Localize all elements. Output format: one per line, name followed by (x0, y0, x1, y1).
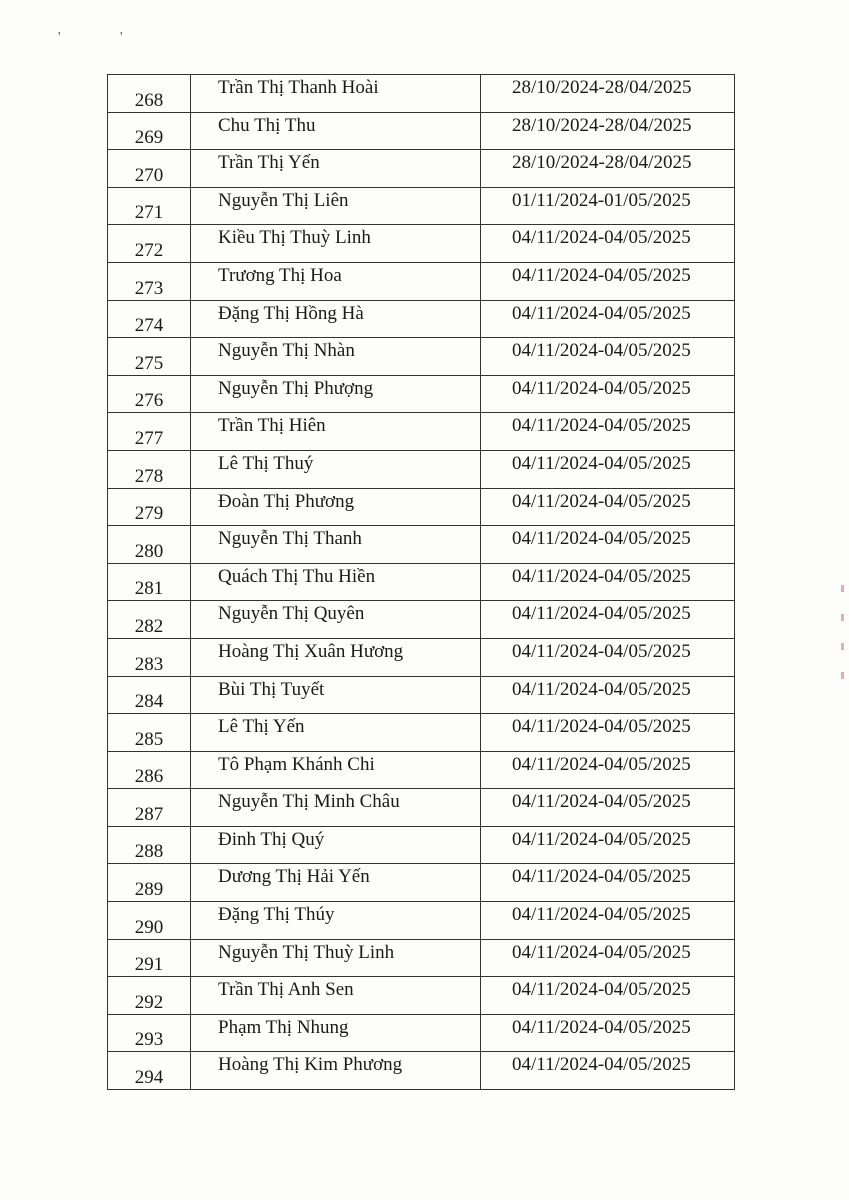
row-period-cell: 04/11/2024-04/05/2025 (481, 638, 735, 676)
row-number-cell: 280 (108, 526, 191, 564)
row-name-cell: Nguyễn Thị Liên (191, 187, 481, 225)
row-period-cell: 04/11/2024-04/05/2025 (481, 826, 735, 864)
row-period-cell: 04/11/2024-04/05/2025 (481, 977, 735, 1015)
table-row (108, 638, 735, 676)
table-row (108, 751, 735, 789)
row-number-cell: 292 (108, 977, 191, 1015)
table-row (108, 563, 735, 601)
table-row (108, 826, 735, 864)
row-number-cell: 288 (108, 826, 191, 864)
table-row (108, 1014, 735, 1052)
row-name-cell: Tô Phạm Khánh Chi (191, 751, 481, 789)
row-period-cell: 04/11/2024-04/05/2025 (481, 601, 735, 639)
row-period-cell: 04/11/2024-04/05/2025 (481, 413, 735, 451)
row-period-cell: 28/10/2024-28/04/2025 (481, 75, 735, 113)
row-number-cell: 284 (108, 676, 191, 714)
row-name-cell: Lê Thị Yến (191, 714, 481, 752)
row-number-cell: 290 (108, 902, 191, 940)
row-number-cell: 274 (108, 300, 191, 338)
row-number-cell: 277 (108, 413, 191, 451)
table-row (108, 262, 735, 300)
table-row (108, 75, 735, 113)
row-number-cell: 287 (108, 789, 191, 827)
row-period-cell: 28/10/2024-28/04/2025 (481, 112, 735, 150)
row-period-cell: 04/11/2024-04/05/2025 (481, 789, 735, 827)
row-period-cell: 04/11/2024-04/05/2025 (481, 300, 735, 338)
row-name-cell: Trần Thị Hiên (191, 413, 481, 451)
row-name-cell: Trương Thị Hoa (191, 262, 481, 300)
table-row (108, 150, 735, 188)
table-row (108, 526, 735, 564)
table-row (108, 225, 735, 263)
row-number-cell: 271 (108, 187, 191, 225)
table-row (108, 338, 735, 376)
table-row (108, 789, 735, 827)
row-period-cell: 04/11/2024-04/05/2025 (481, 1014, 735, 1052)
table-row (108, 714, 735, 752)
row-number-cell: 283 (108, 638, 191, 676)
row-name-cell: Trần Thị Anh Sen (191, 977, 481, 1015)
row-period-cell: 04/11/2024-04/05/2025 (481, 450, 735, 488)
row-number-cell: 282 (108, 601, 191, 639)
row-period-cell: 04/11/2024-04/05/2025 (481, 262, 735, 300)
row-name-cell: Nguyễn Thị Thuỳ Linh (191, 939, 481, 977)
table-row (108, 939, 735, 977)
row-name-cell: Quách Thị Thu Hiền (191, 563, 481, 601)
roster-table-body (108, 75, 735, 1090)
table-row (108, 977, 735, 1015)
table-row (108, 1052, 735, 1090)
table-row (108, 112, 735, 150)
row-name-cell: Nguyễn Thị Nhàn (191, 338, 481, 376)
row-period-cell: 04/11/2024-04/05/2025 (481, 338, 735, 376)
row-name-cell: Đinh Thị Quý (191, 826, 481, 864)
row-number-cell: 293 (108, 1014, 191, 1052)
row-name-cell: Lê Thị Thuý (191, 450, 481, 488)
row-name-cell: Nguyễn Thị Phượng (191, 375, 481, 413)
table-row (108, 864, 735, 902)
scan-marks: ' ' (58, 30, 151, 45)
row-period-cell: 04/11/2024-04/05/2025 (481, 375, 735, 413)
row-name-cell: Đặng Thị Hồng Hà (191, 300, 481, 338)
table-row (108, 450, 735, 488)
row-number-cell: 272 (108, 225, 191, 263)
row-number-cell: 278 (108, 450, 191, 488)
row-name-cell: Trần Thị Thanh Hoài (191, 75, 481, 113)
row-name-cell: Bùi Thị Tuyết (191, 676, 481, 714)
row-number-cell: 275 (108, 338, 191, 376)
row-name-cell: Chu Thị Thu (191, 112, 481, 150)
row-period-cell: 04/11/2024-04/05/2025 (481, 676, 735, 714)
row-period-cell: 04/11/2024-04/05/2025 (481, 526, 735, 564)
row-period-cell: 04/11/2024-04/05/2025 (481, 714, 735, 752)
row-number-cell: 273 (108, 262, 191, 300)
row-period-cell: 04/11/2024-04/05/2025 (481, 902, 735, 940)
row-period-cell: 04/11/2024-04/05/2025 (481, 1052, 735, 1090)
row-period-cell: 01/11/2024-01/05/2025 (481, 187, 735, 225)
row-period-cell: 04/11/2024-04/05/2025 (481, 939, 735, 977)
row-number-cell: 268 (108, 75, 191, 113)
row-period-cell: 04/11/2024-04/05/2025 (481, 864, 735, 902)
row-number-cell: 294 (108, 1052, 191, 1090)
table-row (108, 375, 735, 413)
row-number-cell: 270 (108, 150, 191, 188)
row-number-cell: 269 (108, 112, 191, 150)
table-row (108, 488, 735, 526)
row-name-cell: Trần Thị Yến (191, 150, 481, 188)
table-row (108, 601, 735, 639)
row-period-cell: 28/10/2024-28/04/2025 (481, 150, 735, 188)
row-name-cell: Đặng Thị Thúy (191, 902, 481, 940)
row-period-cell: 04/11/2024-04/05/2025 (481, 225, 735, 263)
table-row (108, 413, 735, 451)
row-name-cell: Nguyễn Thị Minh Châu (191, 789, 481, 827)
row-name-cell: Nguyễn Thị Thanh (191, 526, 481, 564)
table-row (108, 187, 735, 225)
row-period-cell: 04/11/2024-04/05/2025 (481, 488, 735, 526)
row-number-cell: 279 (108, 488, 191, 526)
row-period-cell: 04/11/2024-04/05/2025 (481, 751, 735, 789)
row-period-cell: 04/11/2024-04/05/2025 (481, 563, 735, 601)
row-name-cell: Hoàng Thị Xuân Hương (191, 638, 481, 676)
row-name-cell: Dương Thị Hải Yến (191, 864, 481, 902)
row-number-cell: 291 (108, 939, 191, 977)
row-name-cell: Đoàn Thị Phương (191, 488, 481, 526)
table-row (108, 676, 735, 714)
edge-stamp-marks (841, 585, 847, 701)
row-number-cell: 286 (108, 751, 191, 789)
row-name-cell: Phạm Thị Nhung (191, 1014, 481, 1052)
roster-table (107, 74, 735, 1090)
row-name-cell: Hoàng Thị Kim Phương (191, 1052, 481, 1090)
row-number-cell: 281 (108, 563, 191, 601)
row-number-cell: 285 (108, 714, 191, 752)
row-number-cell: 289 (108, 864, 191, 902)
row-name-cell: Kiều Thị Thuỳ Linh (191, 225, 481, 263)
row-number-cell: 276 (108, 375, 191, 413)
table-row (108, 300, 735, 338)
table-row (108, 902, 735, 940)
row-name-cell: Nguyễn Thị Quyên (191, 601, 481, 639)
